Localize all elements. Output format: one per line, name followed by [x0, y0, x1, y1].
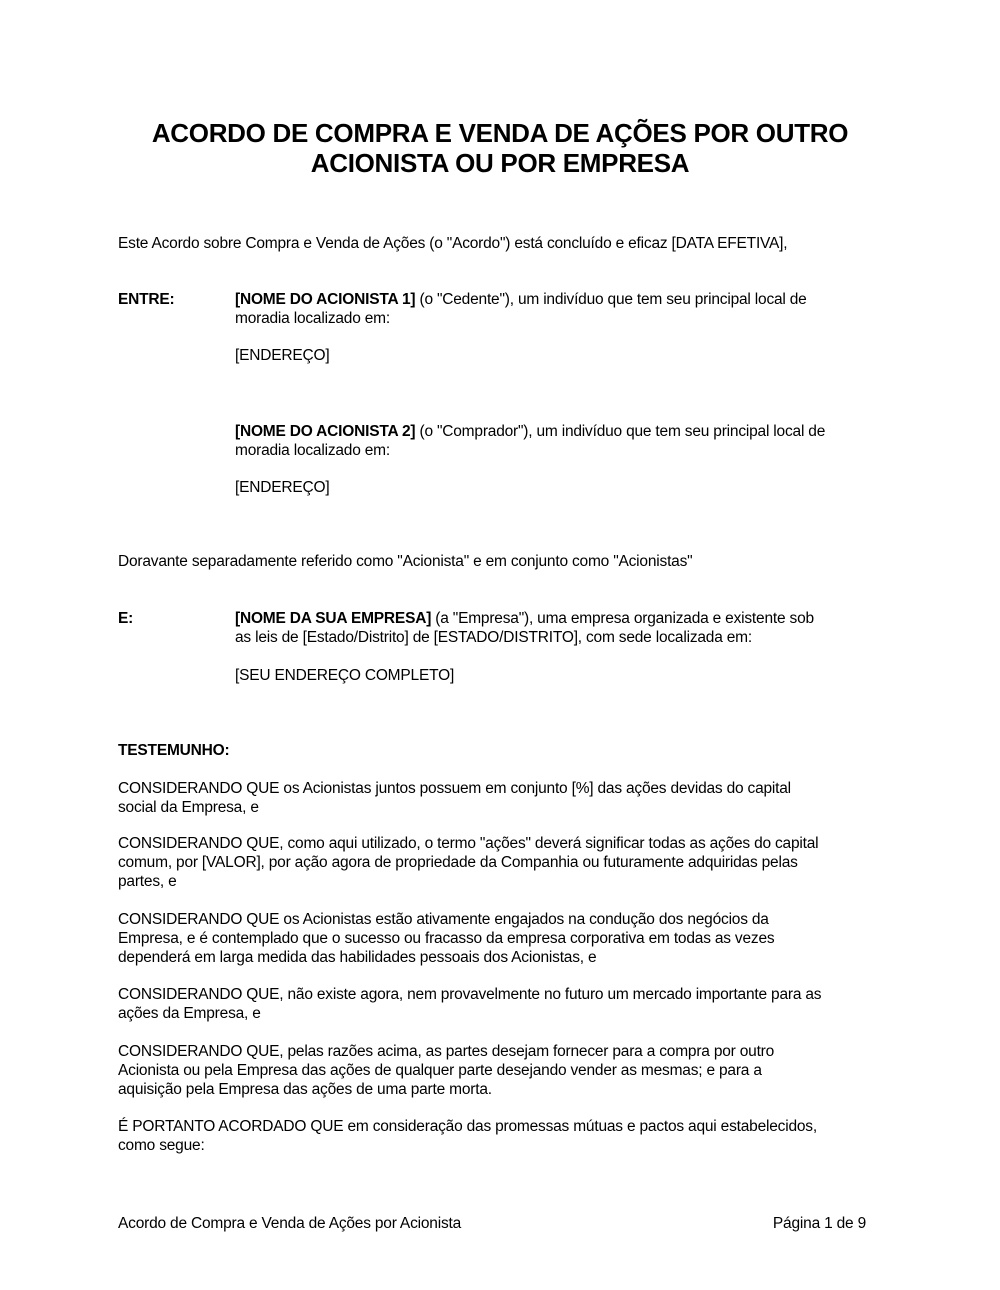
- title-line-1: ACORDO DE COMPRA E VENDA DE AÇÕES POR OUTRO: [151, 118, 849, 148]
- party1-line1: [235, 290, 807, 309]
- conclusion-line-1: É PORTANTO ACORDADO QUE em consideração das promessas mútuas e pactos aqui estabelecidos,: [118, 1118, 817, 1135]
- party1-address: [ENDEREÇO]: [235, 347, 330, 364]
- company-address: [SEU ENDEREÇO COMPLETO]: [235, 667, 455, 684]
- recital-2-line-1: CONSIDERANDO QUE, como aqui utilizado, o termo "ações" deverá significar todas as ações do capital: [118, 835, 819, 852]
- hereinafter-paragraph: Doravante separadamente referido como "Acionista" e em conjunto como "Acionistas": [118, 553, 693, 570]
- party2-name: [NOME DO ACIONISTA 2]: [235, 423, 416, 440]
- company-line2: as leis de [Estado/Distrito] de [ESTADO/DISTRITO], com sede localizada em:: [235, 629, 752, 646]
- company-name: [NOME DA SUA EMPRESA]: [235, 610, 432, 627]
- recital-4-line-2: ações da Empresa, e: [118, 1005, 261, 1022]
- party1-line2: moradia localizado em:: [235, 310, 390, 327]
- party1-name: [NOME DO ACIONISTA 1]: [235, 291, 416, 308]
- witness-heading: TESTEMUNHO:: [118, 742, 230, 759]
- and-label: E:: [118, 610, 134, 627]
- recital-5-line-1: CONSIDERANDO QUE, pelas razões acima, as partes desejam fornecer para a compra por outro: [118, 1043, 775, 1060]
- document-title: [100, 118, 900, 178]
- recital-5-line-3: aquisição pela Empresa das ações de uma parte morta.: [118, 1081, 492, 1098]
- party2-line2: moradia localizado em:: [235, 442, 390, 459]
- footer-page-number: Página 1 de 9: [772, 1215, 866, 1232]
- recital-3-line-1: CONSIDERANDO QUE os Acionistas estão ativamente engajados na condução dos negócios da: [118, 911, 769, 928]
- intro-paragraph: Este Acordo sobre Compra e Venda de Ações (o "Acordo") está concluído e eficaz [DATA EFETIVA],: [118, 235, 788, 252]
- recital-1-line-2: social da Empresa, e: [118, 799, 259, 816]
- party2-desc: (o "Comprador"), um indivíduo que tem seu principal local de: [415, 423, 826, 440]
- recital-3-line-3: dependerá em larga medida das habilidades pessoais dos Acionistas, e: [118, 949, 597, 966]
- party2-line1: [235, 422, 825, 441]
- company-desc: (a "Empresa"), uma empresa organizada e existente sob: [431, 610, 814, 627]
- company-line1: [235, 609, 814, 628]
- recital-4-line-1: CONSIDERANDO QUE, não existe agora, nem provavelmente no futuro um mercado importante para as: [118, 986, 822, 1003]
- title-line-2: ACIONISTA OU POR EMPRESA: [310, 148, 690, 178]
- recital-3-line-2: Empresa, e é contemplado que o sucesso ou fracasso da empresa corporativa em todas as vezes: [118, 930, 775, 947]
- recital-2-line-2: comum, por [VALOR], por ação agora de propriedade da Companhia ou futuramente adquiridas pelas: [118, 854, 798, 871]
- party2-address: [ENDEREÇO]: [235, 479, 330, 496]
- between-label: ENTRE:: [118, 291, 175, 308]
- recital-5-line-2: Acionista ou pela Empresa das ações de qualquer parte desejando vender as mesmas; e para a: [118, 1062, 762, 1079]
- party1-desc: (o "Cedente"), um indivíduo que tem seu principal local de: [415, 291, 807, 308]
- footer-document-name: Acordo de Compra e Venda de Ações por Acionista: [118, 1215, 462, 1232]
- conclusion-line-2: como segue:: [118, 1137, 205, 1154]
- recital-1-line-1: CONSIDERANDO QUE os Acionistas juntos possuem em conjunto [%] das ações devidas do capital: [118, 780, 791, 797]
- recital-2-line-3: partes, e: [118, 873, 177, 890]
